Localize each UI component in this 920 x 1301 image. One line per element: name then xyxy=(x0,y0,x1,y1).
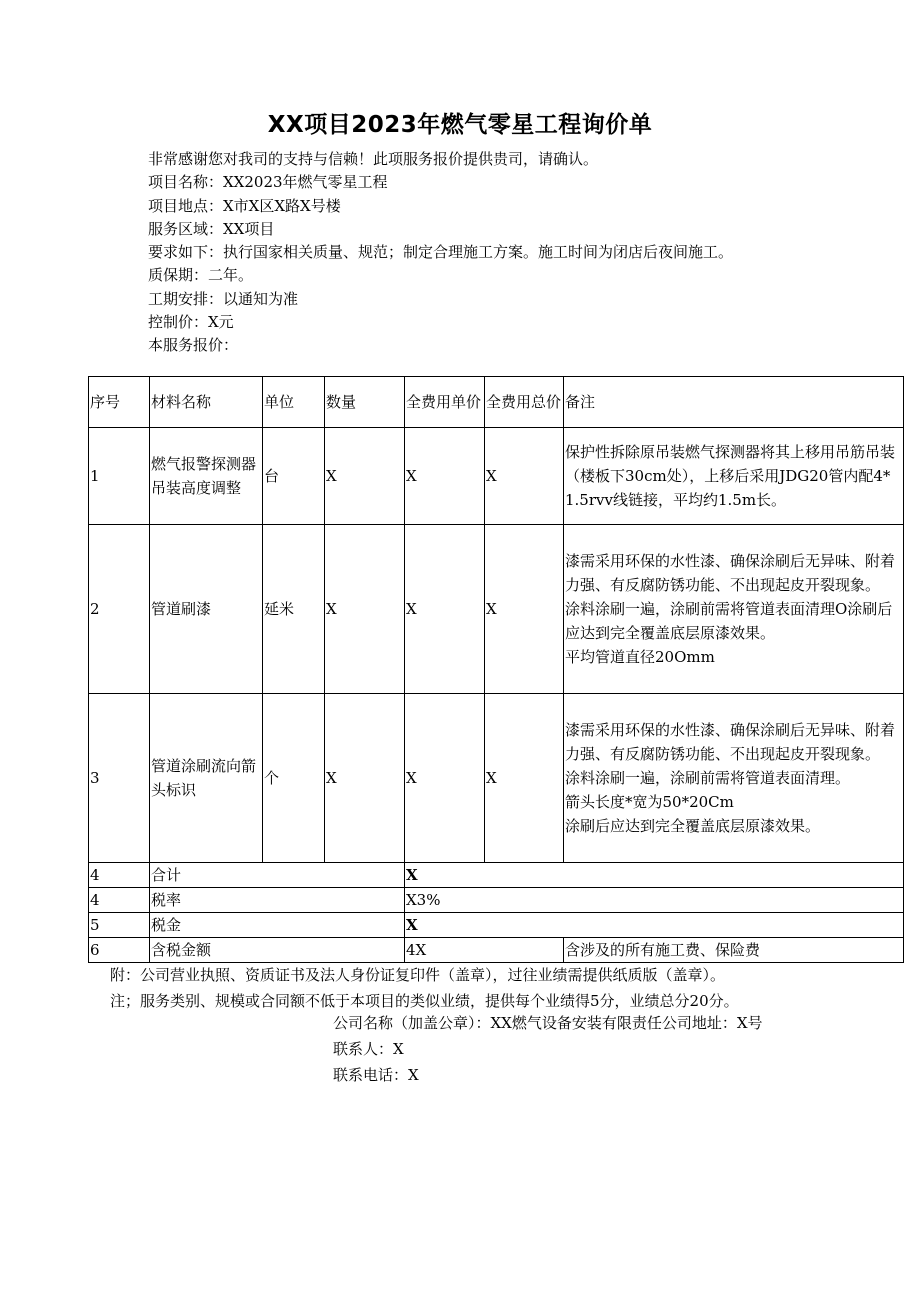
row-total-price: X xyxy=(485,694,564,863)
header-material: 材料名称 xyxy=(150,377,263,428)
intro-section xyxy=(148,148,888,358)
row-material: 管道刷漆 xyxy=(150,525,263,694)
summary-no: 5 xyxy=(89,913,150,938)
summary-row-total-with-tax xyxy=(89,938,904,963)
header-no: 序号 xyxy=(89,377,150,428)
remark-line: 涂刷后应达到完全覆盖底层原漆效果。 xyxy=(565,817,821,835)
row-no: 2 xyxy=(89,525,150,694)
contact-person: 联系人：X xyxy=(333,1040,404,1058)
company-name: 公司名称（加盖公章）：XX燃气设备安装有限责任公司地址：X号 xyxy=(333,1014,763,1032)
remark-line: 漆需采用环保的水性漆、确保涂刷后无异味、附着力强、有反腐防锈功能、不出现起皮开裂现象。 xyxy=(565,552,896,594)
quote-label: 本服务报价： xyxy=(148,336,239,355)
schedule: 工期安排：以通知为准 xyxy=(148,289,299,308)
table-header-row xyxy=(89,377,904,428)
row-unit-price: X xyxy=(405,428,485,525)
summary-no: 4 xyxy=(89,888,150,913)
attachment-note: 附：公司营业执照、资质证书及法人身份证复印件（盖章），过往业绩需提供纸质版（盖章）。 xyxy=(110,966,726,984)
summary-value: X xyxy=(405,863,904,888)
table-row xyxy=(89,428,904,525)
row-quantity: X xyxy=(325,428,405,525)
summary-label: 税金 xyxy=(150,913,405,938)
row-remark xyxy=(564,428,904,525)
service-area: 服务区域：XX项目 xyxy=(148,219,275,238)
summary-value: X3% xyxy=(405,888,904,913)
summary-row-tax xyxy=(89,913,904,938)
header-unit: 单位 xyxy=(263,377,325,428)
header-quantity: 数量 xyxy=(325,377,405,428)
project-location: 项目地点：X市X区X路X号楼 xyxy=(148,196,341,215)
remark-line: 保护性拆除原吊装燃气探测器将其上移用吊筋吊装（楼板下30cm处），上移后采用JDG20管内配4*1.5rvv线链接，平均约1.5m长。 xyxy=(565,443,896,509)
row-unit: 台 xyxy=(263,428,325,525)
summary-row-tax-rate xyxy=(89,888,904,913)
row-quantity: X xyxy=(325,694,405,863)
scoring-note: 注；服务类别、规模或合同额不低于本项目的类似业绩，提供每个业绩得5分，业绩总分20分。 xyxy=(110,992,739,1010)
header-unit-price: 全费用单价 xyxy=(405,377,485,428)
row-remark xyxy=(564,694,904,863)
row-unit: 个 xyxy=(263,694,325,863)
row-total-price: X xyxy=(485,525,564,694)
summary-label: 含税金额 xyxy=(150,938,405,963)
header-total-price: 全费用总价 xyxy=(485,377,564,428)
page-title: XX项目2023年燃气零星工程询价单 xyxy=(267,112,653,138)
remark-line: 平均管道直径20Omm xyxy=(565,648,715,666)
row-quantity: X xyxy=(325,525,405,694)
summary-no: 6 xyxy=(89,938,150,963)
summary-value: X xyxy=(405,913,904,938)
control-price: 控制价：X元 xyxy=(148,313,234,332)
summary-no: 4 xyxy=(89,863,150,888)
row-no: 1 xyxy=(89,428,150,525)
row-remark xyxy=(564,525,904,694)
row-unit-price: X xyxy=(405,694,485,863)
table-row xyxy=(89,525,904,694)
summary-row-total xyxy=(89,863,904,888)
signature-block xyxy=(333,1010,913,1088)
table-row xyxy=(89,694,904,863)
remark-line: 漆需采用环保的水性漆、确保涂刷后无异味、附着力强、有反腐防锈功能、不出现起皮开裂现象。 xyxy=(565,721,896,763)
quote-table xyxy=(88,376,904,963)
remark-line: 涂料涂刷一遍，涂刷前需将管道表面清理。 xyxy=(565,769,851,787)
intro-thanks: 非常感谢您对我司的支持与信赖！此项服务报价提供贵司，请确认。 xyxy=(148,150,599,168)
warranty: 质保期：二年。 xyxy=(148,266,254,285)
summary-remark: 含涉及的所有施工费、保险费 xyxy=(564,938,904,963)
header-remark: 备注 xyxy=(564,377,904,428)
summary-label: 税率 xyxy=(150,888,405,913)
row-unit: 延米 xyxy=(263,525,325,694)
requirements: 要求如下：执行国家相关质量、规范；制定合理施工方案。施工时间为闭店后夜间施工。 xyxy=(148,243,734,262)
row-material: 管道涂刷流向箭头标识 xyxy=(150,694,263,863)
row-unit-price: X xyxy=(405,525,485,694)
contact-phone: 联系电话：X xyxy=(333,1066,419,1084)
remark-line: 涂料涂刷一遍，涂刷前需将管道表面清理O涂刷后应达到完全覆盖底层原漆效果。 xyxy=(565,600,893,642)
remark-line: 箭头长度*宽为50*20Cm xyxy=(565,793,734,811)
row-no: 3 xyxy=(89,694,150,863)
row-total-price: X xyxy=(485,428,564,525)
summary-value: 4X xyxy=(405,938,564,963)
notes-section xyxy=(110,962,910,1014)
project-name: 项目名称：XX2023年燃气零星工程 xyxy=(148,173,388,192)
summary-label: 合计 xyxy=(150,863,405,888)
row-material: 燃气报警探测器吊装高度调整 xyxy=(150,428,263,525)
